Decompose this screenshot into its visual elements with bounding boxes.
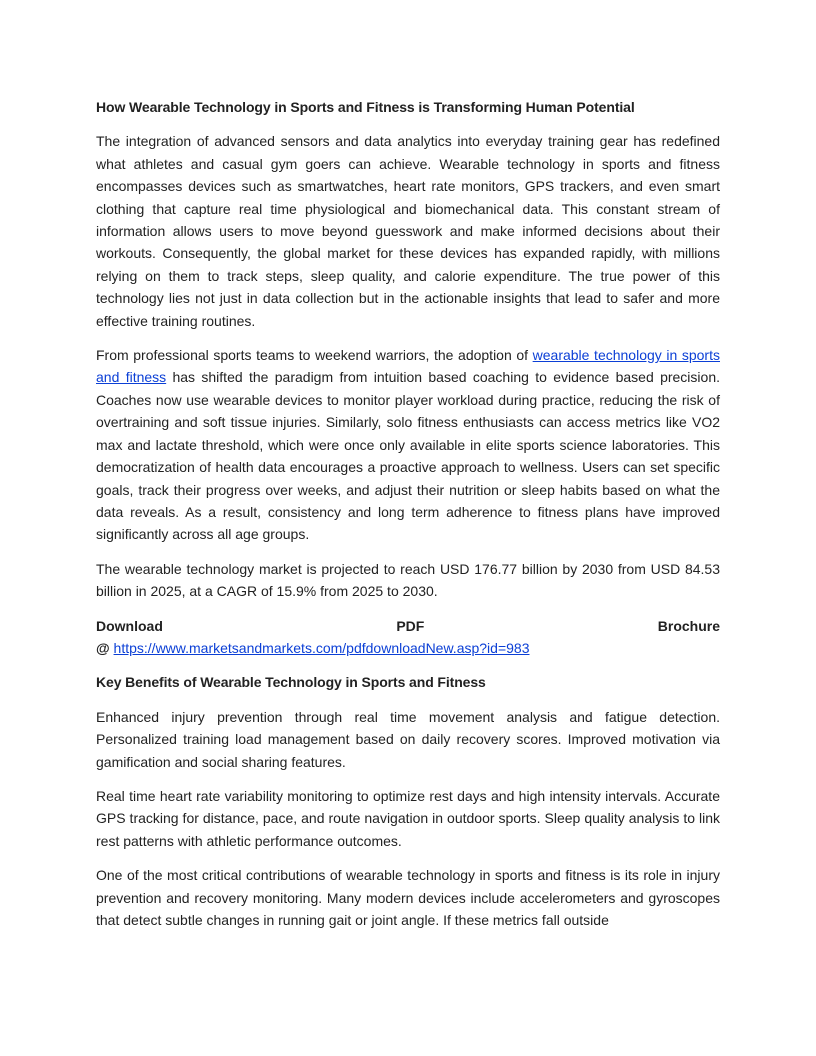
article-title: How Wearable Technology in Sports and Fitness is Transforming Human Potential: [96, 99, 635, 115]
adoption-paragraph: [96, 344, 720, 546]
document-page: [96, 96, 720, 943]
market-paragraph: The wearable technology market is projected to reach USD 176.77 billion by 2030 from USD 84.53 billion in 2025, at a CAGR of 15.9% from 2025 to 2030.: [96, 560, 720, 600]
intro-paragraph: The integration of advanced sensors and data analytics into everyday training gear has redefined what athletes and casual gym goers can achieve. Wearable technology in sports and fitness encompasses devices such as smartwatches, heart rate monitors, GPS trackers, and even smart clothing that capture real time physiological and biomechanical data. This constant stream of information allows users to move beyond guesswork and make informed decisions about their workouts. Consequently, the global market for these devices has expanded rapidly, with millions relying on them to track steps, sleep quality, and calorie expenditure. The true power of this technology lies not just in data collection but in the actionable insights that lead to safer and more effective training routines.: [96, 133, 720, 329]
pdf-word: PDF: [396, 617, 425, 634]
at-symbol: @: [96, 639, 110, 656]
benefits-heading: Key Benefits of Wearable Technology in Sports and Fitness: [96, 674, 486, 691]
benefits-paragraph-2: Real time heart rate variability monitoring to optimize rest days and high intensity intervals. Accurate GPS tracking for distance, pace, and route navigation in outdoor sports. Sleep quality analysis to link rest patterns with athletic performance outcomes.: [96, 787, 720, 849]
brochure-download-link[interactable]: https://www.marketsandmarkets.com/pdfdownloadNew.asp?id=983: [113, 639, 530, 656]
download-word: Download: [96, 617, 163, 634]
injury-prevention-paragraph: One of the most critical contributions of wearable technology in sports and fitness is its role in injury prevention and recovery monitoring. Many modern devices include accelerometers and gyroscopes that detect subtle changes in running gait or joint angle. If these metrics fall outside: [96, 867, 720, 928]
adoption-text-end: has shifted the paradigm from intuition based coaching to evidence based precision. Coaches now use wearable devices to monitor player workload during practice, reducing the risk of overtraining and soft tissue injuries. Similarly, solo fitness enthusiasts can access metrics like VO2 max and lactate threshold, which were once only available in elite sports science laboratories. This democratization of health data encourages a proactive approach to wellness. Users can set specific goals, track their progress over weeks, and adjust their nutrition or sleep habits based on what the data reveals. As a result, consistency and long term adherence to fitness plans have improved significantly across all age groups.: [96, 369, 720, 543]
brochure-word: Brochure: [657, 617, 720, 634]
download-brochure-line: [96, 615, 720, 637]
benefits-paragraph-1: Enhanced injury prevention through real time movement analysis and fatigue detection. Personalized training load management based on daily recovery scores. Improved motivation via gamification and social sharing features.: [96, 708, 720, 770]
download-url-line: [96, 637, 720, 659]
adoption-text-start: From professional sports teams to weekend warriors, the adoption of: [96, 347, 533, 364]
wearable-technology-link[interactable]: wearable technology in sports and fitness: [96, 347, 720, 386]
